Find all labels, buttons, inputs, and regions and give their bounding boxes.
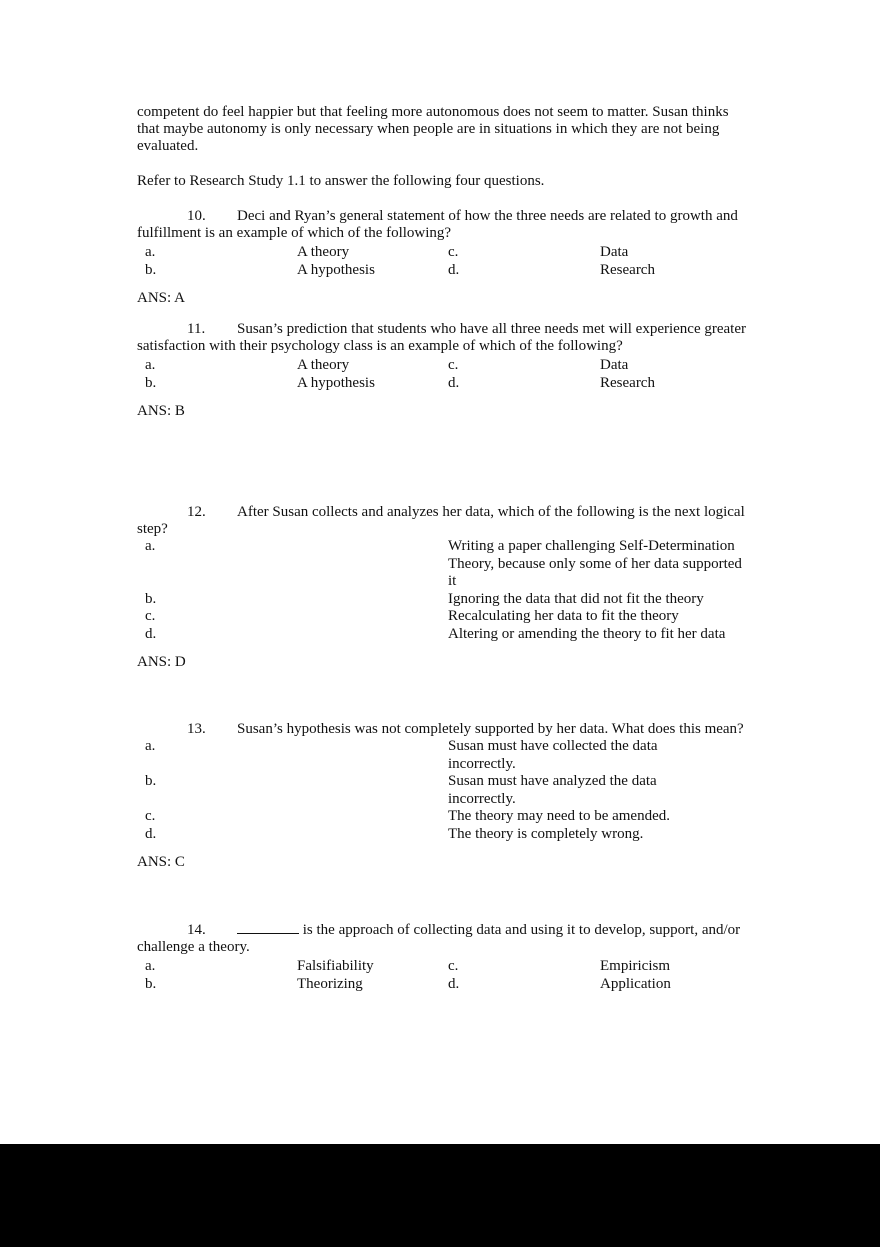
option-text: Ignoring the data that did not fit the theory [448,590,704,607]
option-b-text: A hypothesis [297,375,375,391]
option-a-text: A theory [297,244,350,260]
option-letter: d. [145,625,157,642]
question-13 [137,721,747,871]
options-list [137,538,747,643]
document-content [137,104,747,993]
answer-key: ANS: C [137,854,185,870]
option-text: Susan must have collected the data incorrectly. [448,738,658,772]
option-c-text: Data [600,244,629,260]
answer-key: ANS: A [137,290,185,306]
question-stem [137,504,747,538]
option-c-text: Data [600,357,629,373]
option-a-text: A theory [297,357,350,373]
options-grid [137,243,747,279]
option-letter: c. [145,608,156,624]
answer-key: ANS: D [137,654,186,670]
option-b-letter: b. [145,976,157,992]
question-text: Deci and Ryan’s general statement of how the three needs are related to growth and fulfillment is an example of which of the following? [137,208,738,241]
question-10 [137,208,747,307]
question-number: 10. [187,208,206,224]
instruction-text: Refer to Research Study 1.1 to answer the following four questions. [137,173,545,189]
question-number: 11. [187,321,206,337]
option-d-text: Application [600,976,671,992]
option-text: Altering or amending the theory to fit her data [448,625,726,642]
question-text: is the approach of collecting data and using it to develop, support, and/or challenge a theory. [137,922,741,955]
option-text: The theory may need to be amended. [448,808,670,824]
option-c-text: Empiricism [600,958,670,974]
option-letter: d. [145,825,157,842]
question-12 [137,504,747,671]
option-a [137,738,747,773]
option-a-letter: a. [145,244,156,260]
option-b-text: Theorizing [297,976,363,992]
option-c [137,808,747,826]
option-b-text: A hypothesis [297,262,375,278]
option-text: The theory is completely wrong. [448,825,644,842]
option-d-letter: d. [448,262,460,278]
option-b [137,591,747,609]
question-number: 14. [187,922,206,938]
option-c-letter: c. [448,357,459,373]
options-list [137,738,747,843]
option-a-letter: a. [145,958,156,974]
question-stem [137,721,747,738]
option-a-letter: a. [145,357,156,373]
bottom-black-bar [0,1144,880,1247]
question-stem [137,208,747,242]
option-letter: a. [145,738,156,754]
option-d [137,826,747,844]
option-b-letter: b. [145,375,157,391]
option-text: Susan must have analyzed the data incorrectly. [448,773,657,807]
question-number: 13. [187,721,206,737]
option-b-letter: b. [145,262,157,278]
option-c [137,608,747,626]
option-a-text: Falsifiability [297,958,374,974]
option-d-text: Research [600,375,655,391]
option-letter: b. [145,590,157,607]
option-d-letter: d. [448,375,460,391]
question-text: Susan’s prediction that students who have all three needs met will experience greater satisfaction with their psychology class is an example of which of the following? [137,321,746,354]
option-d-letter: d. [448,976,460,992]
question-11 [137,321,747,420]
option-letter: c. [145,808,156,824]
option-d-text: Research [600,262,655,278]
question-text: Susan’s hypothesis was not completely supported by her data. What does this mean? [237,721,744,737]
option-b [137,773,747,808]
fill-in-blank [237,921,299,934]
options-grid [137,957,747,993]
question-text: After Susan collects and analyzes her data, which of the following is the next logical step? [137,504,745,537]
question-number: 12. [187,504,206,520]
options-grid [137,356,747,392]
question-stem [137,321,747,355]
option-letter: a. [145,538,156,554]
option-text: Writing a paper challenging Self-Determination Theory, because only some of her data supported it [448,538,742,589]
option-text: Recalculating her data to fit the theory [448,608,679,624]
option-a [137,538,747,591]
answer-key: ANS: B [137,403,185,419]
option-d [137,626,747,644]
question-14 [137,921,747,993]
option-c-letter: c. [448,244,459,260]
option-letter: b. [145,773,157,789]
option-c-letter: c. [448,958,459,974]
intro-paragraph: competent do feel happier but that feeling more autonomous does not seem to matter. Susan thinks that maybe autonomy is only necessary when people are in situations in which they are not being evaluated. [137,104,729,154]
question-stem [137,921,747,956]
